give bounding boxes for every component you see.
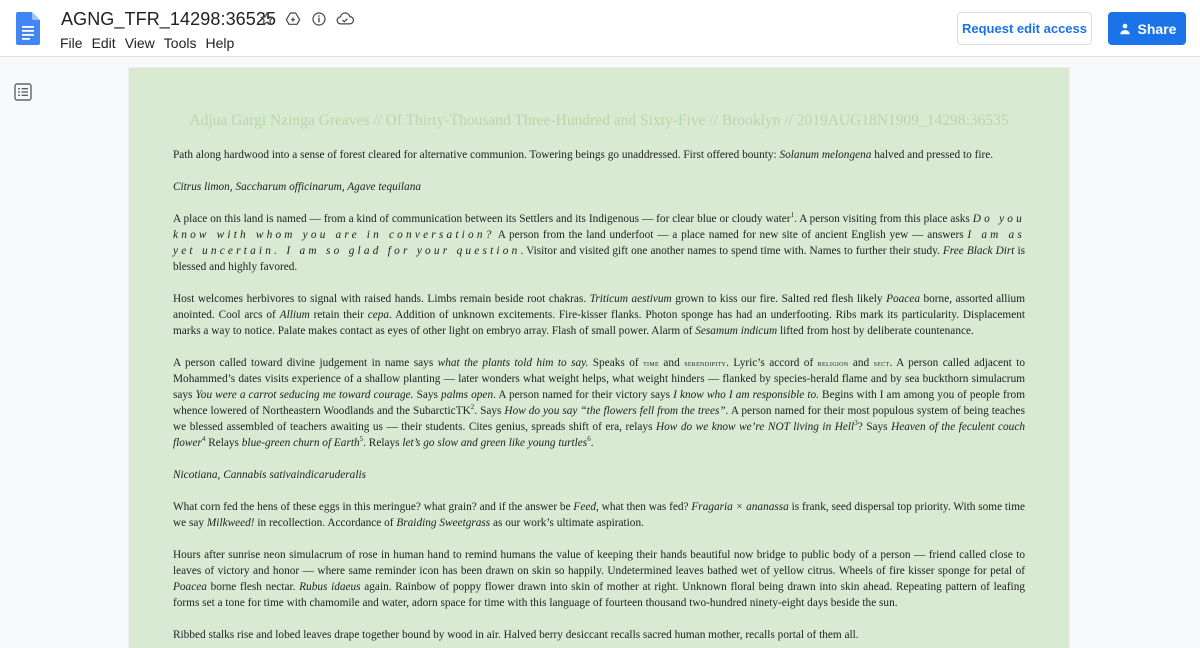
share-button[interactable] (1108, 12, 1186, 45)
paragraph-5: A person called toward divine judgement in name says what the plants told him to say. Speaks of time and serendipity. Lyric’s accord of religion and sect. A person called adjacent to Mohammed’s dates visits experience of a shallow planting — later wonders what weight helps, what weight hinders — flanked by species-herald flame and by sea buckthorn simulacrum says You were a carrot seducing me toward courage. Says palms open. A person named for their victory says I know who I am responsible to. Begins with I am among you of people from whence lowered of Northeastern Woodlands and the SubarcticTK$^2$. Says How do you say “the flowers fell from the trees”. A person named for their most populous system of being teaches we blessed assembled of teachers awaiting us — their students. Cites genius, spreads shift of era, relays How do we know we’re NOT living in Hell$^3$? Says Heaven of the feculent couch flower$^4$ Relays blue-green churn of Earth$^5$. Relays let’s go slow and green like young turtles$^6$. (173, 357, 1025, 449)
app-header (0, 0, 1200, 57)
menu-bar (60, 35, 243, 51)
menu-view[interactable]: View (124, 35, 155, 51)
share-button-label: Share (1137, 20, 1177, 37)
document-outline-icon[interactable] (14, 83, 32, 101)
paragraph-3: A place on this land is named — from a kind of communication between its Settlers and its Indigenous — for clear blue or cloudy water$^1$. A person visiting from this place asks Do you know with whom you are in conversation? A person from the land underfoot — a place named for new site of ancient English yew — answers I am as yet uncertain. I am so glad for your question. Visitor and visited gift one another names to spend time with. Names to further their study. Free Black Dirt is blessed and highly favored. (173, 211, 1026, 273)
footnote-ref-4[interactable]: 4 (201, 435, 206, 444)
paragraph-4: Host welcomes herbivores to signal with raised hands. Limbs remain beside root chakras. Triticum aestivum grown to kiss our fire. Salted red flesh likely Poacea borne, assorted allium anointed. Cool arcs of Allium retain their cepa. Addition of unknown excitements. Fire-kisser flanks. Photon sponge has had an underfooting. Ribs mark its particularity. Displacement marks a way to notice. Palate makes contact as eyes of other light on embryo array. Flash of small power. Alarm of Sesamum indicum lifted from host by deliberate countenance. (173, 293, 1026, 337)
footnote-ref-5[interactable]: 5 (359, 435, 364, 444)
footnote-ref-2[interactable]: 2 (470, 403, 475, 412)
menu-tools[interactable]: Tools (163, 35, 197, 51)
paragraph-8: Hours after sunrise neon simulacrum of rose in human hand to remind humans the value of keeping their hands beautiful now bridge to public body of a person — friend called close to leaves of victory and honor — where same reminder icon has been drawn on skin so happily. Undetermined leaves bathed wet of yellow citrus. Wheels of fire kisser sponge for petal of Poacea borne flesh nectar. Rubus idaeus again. Rainbow of poppy flower drawn into skin of mother at right. Unknown floral being drawn into skin ahead. Repeating pattern of leafing forms set a tone for time with chamomile and water, adorn space for time with this language of fourteen thousand two-hundred ninety-eight days beside the sun. (173, 549, 1025, 609)
cloud-saved-icon[interactable] (336, 10, 354, 28)
document-status-icon[interactable] (310, 10, 328, 28)
footnote-ref-1[interactable]: 1 (790, 211, 795, 220)
star-icon[interactable] (258, 10, 276, 28)
document-body (173, 68, 1025, 648)
document-title[interactable]: AGNG_TFR_14298:36525 (61, 9, 277, 29)
paragraph-9: Ribbed stalks rise and lobed leaves drape together bound by wood in air. Halved berry desiccant recalls sacred human mother, recalls portal of them all. (173, 629, 859, 641)
paragraph-2: Citrus limon, Saccharum officinarum, Agave tequilana (173, 181, 421, 193)
document-heading: Adjua Gargi Nzinga Greaves // Of Thirty-Thousand Three-Hundred and Sixty-Five // Brooklyn // 2019AUG18N1909_14298:36535 (189, 112, 1009, 129)
request-edit-access-button[interactable]: Request edit access (957, 12, 1092, 45)
share-person-icon (1118, 22, 1132, 36)
menu-help[interactable]: Help (205, 35, 235, 51)
move-to-drive-icon[interactable] (284, 10, 302, 28)
menu-edit[interactable]: Edit (91, 35, 116, 51)
paragraph-7: What corn fed the hens of these eggs in this meringue? what grain? and if the answer be Feed, what then was fed? Fragaria × ananassa is frank, seed dispersal top priority. With some time we say Milkweed! in recollection. Accordance of Braiding Sweetgrass as our work’s ultimate aspiration. (173, 501, 1025, 529)
google-docs-logo-icon[interactable] (16, 12, 40, 45)
title-icon-group (258, 10, 354, 28)
paragraph-1: Path along hardwood into a sense of forest cleared for alternative communion. Towering beings go unaddressed. First offered bounty: Solanum melongena halved and pressed to fire. (173, 149, 994, 161)
menu-file[interactable]: File (60, 35, 83, 51)
document-page[interactable] (129, 68, 1069, 648)
paragraph-6: Nicotiana, Cannabis sativaindicaruderalis (173, 469, 366, 481)
footnote-ref-3[interactable]: 3 (854, 419, 858, 428)
footnote-ref-6[interactable]: 6 (587, 435, 591, 444)
